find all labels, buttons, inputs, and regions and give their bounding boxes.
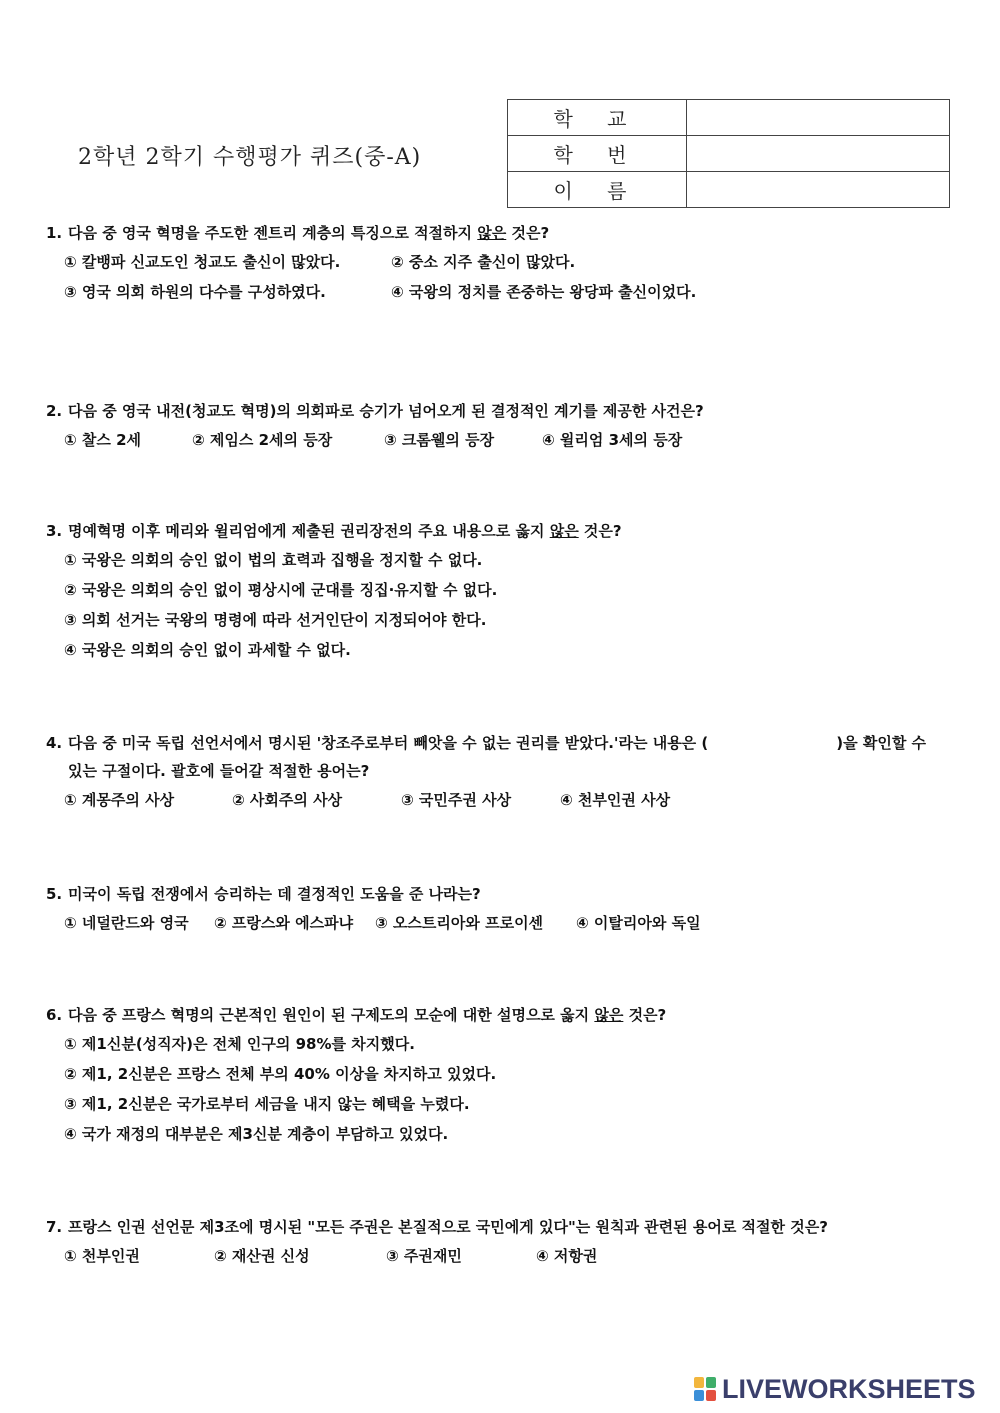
question-7-text [46,1213,966,1241]
option-3[interactable]: ③ 제1, 2신분은 국가로부터 세금을 내지 않는 혜택을 누렸다. [64,1095,470,1113]
option-3[interactable]: ③ 주권재민 [386,1247,462,1265]
question-text-part: 미국이 독립 전쟁에서 승리하는 데 결정적인 도움을 준 나라는? [68,885,481,903]
logo-square-icon [706,1377,716,1388]
logo-square-icon [706,1390,716,1401]
logo-square-icon [694,1390,704,1401]
info-label-student-number: 학 번 [508,136,687,172]
option-1[interactable]: ① 칼뱅파 신교도인 청교도 출신이 많았다. [64,253,341,271]
question-text-part: 다음 중 미국 독립 선언서에서 명시된 '창조주로부터 빼앗을 수 없는 권리를 받았다.'라는 내용은 ( [68,734,709,752]
emphasis-word: 않은 [477,224,507,242]
question-2 [46,397,966,455]
option-4[interactable]: ④ 국왕의 정치를 존중하는 왕당파 출신이었다. [391,283,697,301]
option-4[interactable]: ④ 국왕은 의회의 승인 없이 과세할 수 없다. [64,641,351,659]
question-7 [46,1213,966,1271]
option-2[interactable]: ② 프랑스와 에스파냐 [214,914,354,932]
question-text-part: 것은? [623,1006,667,1024]
option-2[interactable]: ② 사회주의 사상 [232,791,343,809]
option-1[interactable]: ① 찰스 2세 [64,431,142,449]
logo-square-icon [694,1377,704,1388]
worksheet-title: 2학년 2학기 수행평가 퀴즈(중-A) [78,145,422,170]
options [46,785,966,815]
question-4-text [46,729,966,757]
question-number: 5. [46,885,63,903]
question-2-text [46,397,966,425]
question-text-part: 다음 중 프랑스 혁명의 근본적인 원인이 된 구제도의 모순에 대한 설명으로 옳지 [68,1006,595,1024]
question-3 [46,517,966,665]
option-2[interactable]: ② 제1, 2신분은 프랑스 전체 부의 40% 이상을 차지하고 있었다. [64,1065,497,1083]
options [46,908,966,938]
option-1[interactable]: ① 네덜란드와 영국 [64,914,189,932]
option-4[interactable]: ④ 국가 재정의 대부분은 제3신분 계층이 부담하고 있었다. [64,1125,449,1143]
option-4[interactable]: ④ 저항권 [536,1247,598,1265]
info-label-school: 학 교 [508,100,687,136]
question-text-part: 것은? [578,522,622,540]
emphasis-word: 않은 [549,522,579,540]
option-1[interactable]: ① 천부인권 [64,1247,140,1265]
option-1[interactable]: ① 국왕은 의회의 승인 없이 법의 효력과 집행을 정지할 수 없다. [64,551,483,569]
question-3-text [46,517,966,545]
option-1[interactable]: ① 계몽주의 사상 [64,791,175,809]
options [46,425,966,455]
question-text-part: 명예혁명 이후 메리와 윌리엄에게 제출된 권리장전의 주요 내용으로 옳지 [68,522,550,540]
question-text-part: 다음 중 영국 내전(청교도 혁명)의 의회파로 승기가 넘어오게 된 결정적인 계기를 제공한 사건은? [68,402,704,420]
option-3[interactable]: ③ 국민주권 사상 [401,791,512,809]
option-2[interactable]: ② 재산권 신성 [214,1247,310,1265]
question-6 [46,1001,966,1149]
question-1-text [46,219,966,247]
info-label-name: 이 름 [508,172,687,208]
info-field-student-number[interactable] [687,136,950,172]
option-3[interactable]: ③ 크롬웰의 등장 [384,431,495,449]
info-row-school [508,100,950,136]
question-text-part: )을 확인할 수 [836,734,927,752]
option-2[interactable]: ② 제임스 2세의 등장 [192,431,333,449]
question-number: 4. [46,734,63,752]
info-row-name [508,172,950,208]
question-number: 3. [46,522,63,540]
options [46,1241,966,1271]
question-number: 6. [46,1006,63,1024]
question-5 [46,880,966,938]
option-3[interactable]: ③ 영국 의회 하원의 다수를 구성하였다. [64,283,326,301]
question-4-text-continued: 있는 구절이다. 괄호에 들어갈 적절한 용어는? [68,762,370,780]
options [46,1029,966,1149]
student-info-table [507,99,950,208]
option-4[interactable]: ④ 이탈리아와 독일 [576,914,701,932]
logo-mark-icon [694,1377,716,1401]
question-text-part: 다음 중 영국 혁명을 주도한 젠트리 계층의 특징으로 적절하지 [68,224,478,242]
emphasis-word: 않은 [594,1006,624,1024]
option-1[interactable]: ① 제1신분(성직자)은 전체 인구의 98%를 차지했다. [64,1035,415,1053]
question-number: 7. [46,1218,63,1236]
question-number: 1. [46,224,63,242]
option-4[interactable]: ④ 윌리엄 3세의 등장 [542,431,683,449]
question-6-text [46,1001,966,1029]
info-row-student-number [508,136,950,172]
info-field-name[interactable] [687,172,950,208]
option-3[interactable]: ③ 오스트리아와 프로이센 [375,914,544,932]
option-4[interactable]: ④ 천부인권 사상 [560,791,671,809]
question-text-part: 것은? [506,224,550,242]
option-3[interactable]: ③ 의회 선거는 국왕의 명령에 따라 선거인단이 지정되어야 한다. [64,611,487,629]
question-number: 2. [46,402,63,420]
options [46,545,966,665]
liveworksheets-logo [694,1373,976,1404]
logo-text: LIVEWORKSHEETS [722,1373,976,1404]
option-2[interactable]: ② 중소 지주 출신이 많았다. [391,253,576,271]
question-text-part: 프랑스 인권 선언문 제3조에 명시된 "모든 주권은 본질적으로 국민에게 있다"는 원칙과 관련된 용어로 적절한 것은? [68,1218,828,1236]
question-4 [46,729,966,815]
info-field-school[interactable] [687,100,950,136]
question-1 [46,219,966,307]
question-5-text [46,880,966,908]
options [46,247,966,307]
option-2[interactable]: ② 국왕은 의회의 승인 없이 평상시에 군대를 징집·유지할 수 없다. [64,581,498,599]
